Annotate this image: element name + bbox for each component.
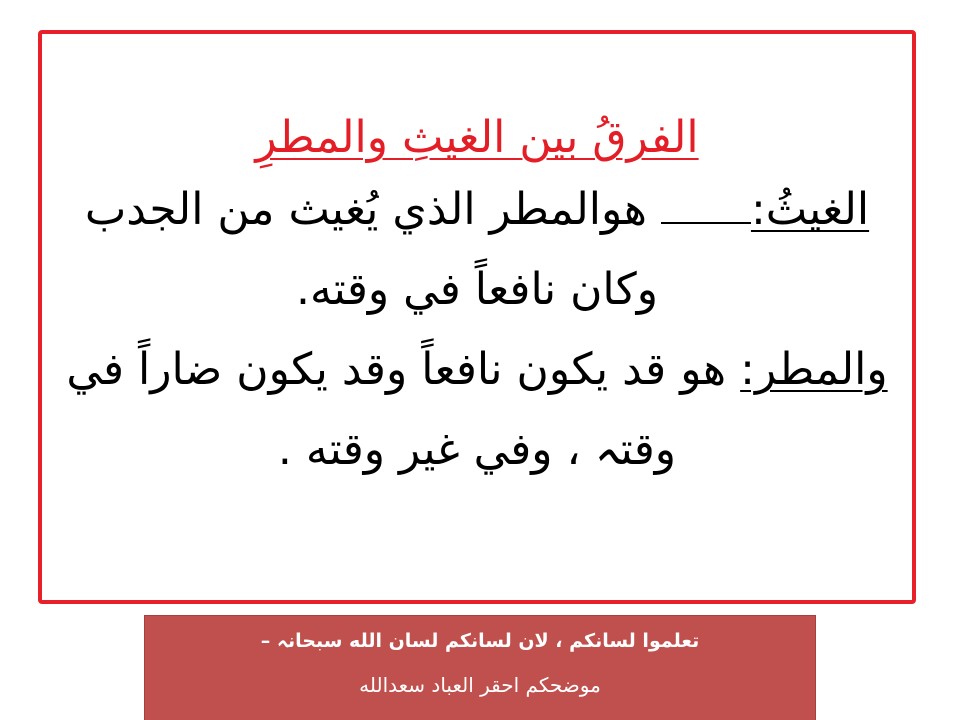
matar-definition: هو قد يكون نافعاً وقد يكون ضاراً في وقتہ ، وفي غير وقته .	[66, 344, 727, 475]
page-title: الفرقُ بين الغيثِ والمطرِ	[255, 112, 699, 163]
footer-line-2: موضحكم احقر العباد سعدالله	[359, 673, 601, 697]
ghaith-definition: هوالمطر الذي يُغيث من الجدب وكان نافعاً في وقته.	[84, 184, 659, 315]
footer-line-1: تعلموا لسانكم ، لان لسانكم لسان الله سبحانہ –	[260, 630, 700, 652]
footer-banner	[144, 615, 816, 720]
ghaith-term: الغيثُ:	[750, 184, 870, 235]
matar-definition-block	[62, 330, 892, 490]
matar-term: والمطر:	[740, 344, 888, 395]
term-underline-gap	[661, 182, 751, 224]
ghaith-definition-block	[62, 170, 892, 330]
card-content	[62, 106, 892, 490]
content-card	[38, 30, 916, 604]
